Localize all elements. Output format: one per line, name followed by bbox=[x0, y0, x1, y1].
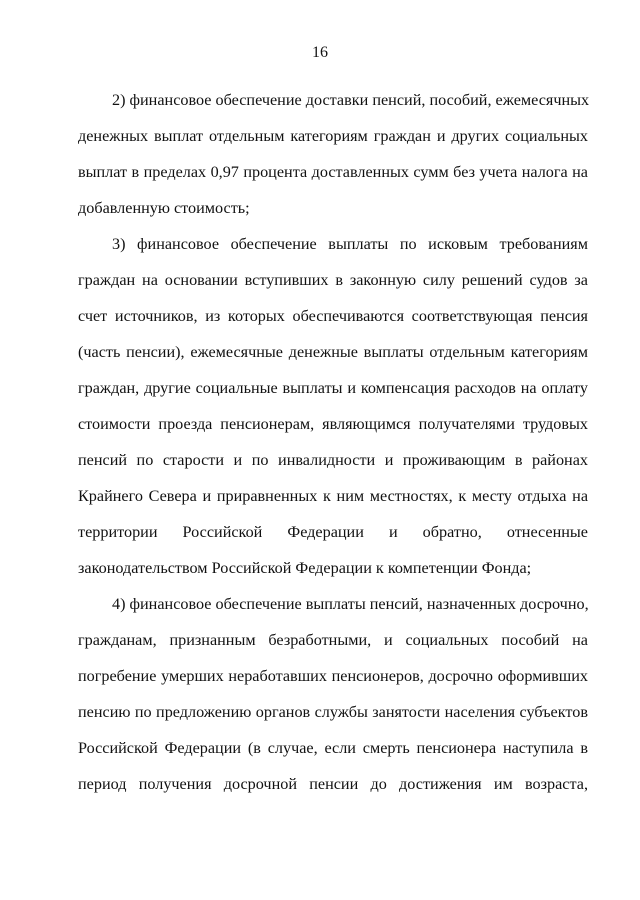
text-line: 2) финансовое обеспечение доставки пенсий, пособий, ежемесячных bbox=[112, 91, 590, 109]
text-line: период получения досрочной пенсии до достижения им возраста, bbox=[78, 775, 588, 793]
text-line: Крайнего Севера и приравненных к ним местностях, к месту отдыха на bbox=[78, 487, 588, 505]
text-line: гражданам, признанным безработными, и социальных пособий на bbox=[78, 631, 588, 649]
text-line: законодательством Российской Федерации к компетенции Фонда; bbox=[78, 559, 532, 577]
text-line: добавленную стоимость; bbox=[78, 199, 250, 217]
text-line: пенсию по предложению органов службы занятости населения субъектов bbox=[78, 703, 588, 721]
text-line: граждан, другие социальные выплаты и компенсация расходов на оплату bbox=[78, 379, 588, 397]
text-line: стоимости проезда пенсионерам, являющимся получателями трудовых bbox=[78, 415, 588, 433]
text-line: пенсий по старости и по инвалидности и проживающим в районах bbox=[78, 451, 588, 469]
text-line: 4) финансовое обеспечение выплаты пенсий, назначенных досрочно, bbox=[112, 595, 589, 613]
document-body bbox=[78, 88, 588, 808]
paragraph-item-4 bbox=[78, 592, 588, 808]
text-line: выплат в пределах 0,97 процента доставленных сумм без учета налога на bbox=[78, 163, 588, 181]
paragraph-item-3 bbox=[78, 232, 588, 592]
text-line: (часть пенсии), ежемесячные денежные выплаты отдельным категориям bbox=[78, 343, 588, 361]
paragraph-item-2 bbox=[78, 88, 588, 232]
text-line: территории Российской Федерации и обратно, отнесенные bbox=[78, 523, 588, 541]
text-line: счет источников, из которых обеспечиваются соответствующая пенсия bbox=[78, 307, 588, 325]
text-line: погребение умерших неработавших пенсионеров, досрочно оформивших bbox=[78, 667, 588, 685]
text-line: граждан на основании вступивших в законную силу решений судов за bbox=[78, 271, 588, 289]
text-line: Российской Федерации (в случае, если смерть пенсионера наступила в bbox=[78, 739, 588, 757]
page-number: 16 bbox=[312, 44, 328, 61]
text-line: 3) финансовое обеспечение выплаты по исковым требованиям bbox=[112, 235, 588, 253]
text-line: денежных выплат отдельным категориям граждан и других социальных bbox=[78, 127, 588, 145]
